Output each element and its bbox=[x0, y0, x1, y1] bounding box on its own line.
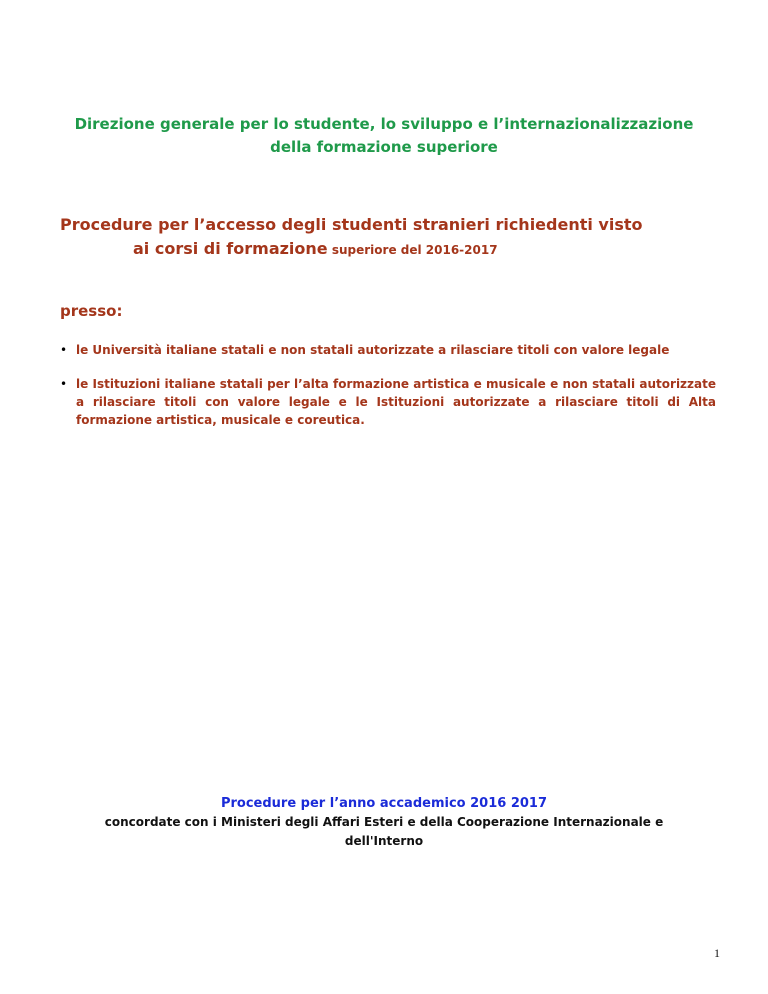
procedure-title-line2-small: superiore del 2016-2017 bbox=[327, 243, 498, 257]
presso-heading: presso: bbox=[60, 302, 123, 320]
agreement-line1: concordate con i Ministeri degli Affari Esteri e della Cooperazione Internazionale e bbox=[104, 815, 664, 829]
procedure-title-line2 bbox=[60, 237, 720, 262]
procedure-title-line2-main: ai corsi di formazione bbox=[133, 239, 328, 258]
department-header-line2: della formazione superiore bbox=[270, 138, 498, 156]
page-number: 1 bbox=[714, 946, 720, 960]
department-header bbox=[40, 113, 728, 159]
institutions-list bbox=[60, 341, 716, 445]
bullet-icon: • bbox=[60, 343, 68, 357]
list-item bbox=[60, 341, 716, 359]
bullet-icon: • bbox=[60, 377, 68, 391]
academic-year-line: Procedure per l’anno accademico 2016 2017 bbox=[220, 796, 548, 811]
procedure-title bbox=[60, 213, 720, 262]
footer-block bbox=[40, 794, 728, 851]
agreement-line2: dell'Interno bbox=[344, 834, 424, 848]
procedure-title-line1: Procedure per l’accesso degli studenti stranieri richiedenti visto bbox=[60, 215, 643, 234]
list-item-text: le Università italiane statali e non statali autorizzate a rilasciare titoli con valore legale bbox=[76, 343, 670, 357]
department-header-line1: Direzione generale per lo studente, lo sviluppo e l’internazionalizzazione bbox=[74, 115, 694, 133]
list-item-text: le Istituzioni italiane statali per l’alta formazione artistica e musicale e non statali autorizzate a rilasciare titoli con valore legale e le Istituzioni autorizzate a rilasciare titoli di Alta formazione artistica, musicale e coreutica. bbox=[76, 377, 716, 427]
list-item bbox=[60, 375, 716, 429]
